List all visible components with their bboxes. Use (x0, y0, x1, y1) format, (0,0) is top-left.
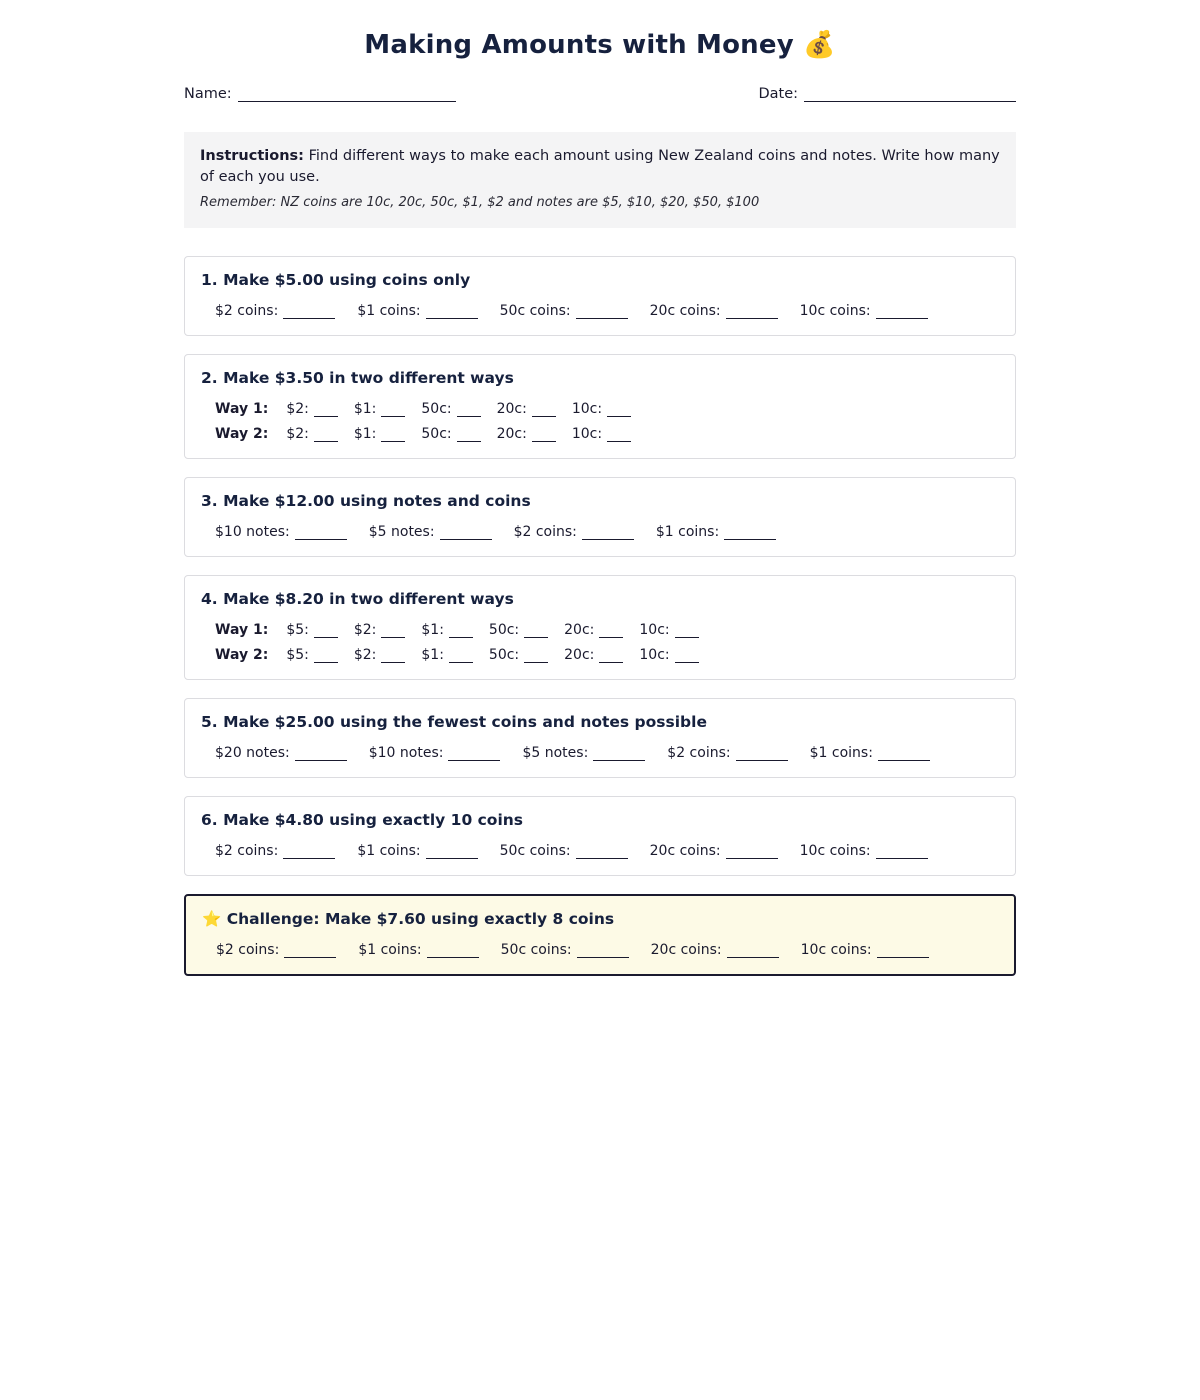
answer-blank[interactable] (295, 526, 347, 540)
field-label: $10 notes: (368, 744, 444, 761)
answer-blank[interactable] (576, 305, 628, 319)
field-label: $1: (353, 425, 377, 442)
field-group (357, 843, 477, 859)
field-group (650, 303, 778, 319)
answer-blank[interactable] (532, 403, 556, 417)
way-label: Way 2: (215, 425, 269, 442)
problem-5-title: 5. Make $25.00 using the fewest coins and notes possible (201, 712, 707, 731)
field-group (286, 401, 338, 417)
field-group (500, 303, 628, 319)
answer-blank[interactable] (577, 944, 629, 958)
way-label: Way 1: (215, 400, 269, 417)
problem-2-way-1 (201, 401, 999, 417)
field-group (564, 622, 623, 638)
answer-blank[interactable] (675, 649, 699, 663)
answer-blank[interactable] (876, 305, 928, 319)
date-field-group (758, 86, 1016, 102)
answer-blank[interactable] (876, 845, 928, 859)
field-label: 20c: (496, 425, 527, 442)
field-group (656, 524, 776, 540)
field-label: $2 coins: (215, 302, 279, 319)
field-label: 50c coins: (499, 842, 571, 859)
field-group (572, 401, 631, 417)
field-label: $1 coins: (809, 744, 873, 761)
field-group (354, 622, 406, 638)
field-group (800, 303, 928, 319)
field-label: 10c coins: (799, 302, 871, 319)
field-label: 20c coins: (650, 941, 722, 958)
answer-blank[interactable] (878, 747, 930, 761)
problem-4-title: 4. Make $8.20 in two different ways (201, 589, 514, 608)
field-label: 20c: (564, 621, 595, 638)
problem-2-title: 2. Make $3.50 in two different ways (201, 368, 514, 387)
problem-1-fields (201, 303, 999, 319)
field-group (215, 843, 335, 859)
field-group (639, 647, 698, 663)
name-label: Name: (184, 86, 232, 102)
answer-blank[interactable] (314, 624, 338, 638)
answer-blank[interactable] (449, 624, 473, 638)
answer-blank[interactable] (593, 747, 645, 761)
answer-blank[interactable] (314, 403, 338, 417)
answer-blank[interactable] (457, 403, 481, 417)
field-group (357, 303, 477, 319)
field-group (651, 942, 779, 958)
field-label: $2: (286, 400, 309, 417)
field-group (489, 647, 548, 663)
answer-blank[interactable] (283, 305, 335, 319)
name-input-line[interactable] (238, 87, 456, 102)
answer-blank[interactable] (524, 649, 548, 663)
answer-blank[interactable] (607, 428, 631, 442)
problem-challenge (184, 894, 1016, 976)
way-label: Way 2: (215, 646, 269, 663)
field-group (286, 622, 338, 638)
problem-5 (184, 698, 1016, 778)
field-group (650, 843, 778, 859)
field-label: 20c coins: (649, 842, 721, 859)
field-group (215, 745, 347, 761)
field-label: $2: (286, 425, 309, 442)
answer-blank[interactable] (736, 747, 788, 761)
field-group (354, 426, 406, 442)
answer-blank[interactable] (582, 526, 634, 540)
answer-blank[interactable] (381, 649, 405, 663)
field-label: $2 coins: (667, 744, 731, 761)
field-group (489, 622, 548, 638)
date-label: Date: (758, 86, 798, 102)
problem-4-way-1 (201, 622, 999, 638)
field-label: $1 coins: (358, 941, 422, 958)
field-group (501, 942, 629, 958)
answer-blank[interactable] (675, 624, 699, 638)
answer-blank[interactable] (449, 649, 473, 663)
instructions-heading: Instructions: (200, 148, 304, 164)
remember-note: Remember: NZ coins are 10c, 20c, 50c, $1, $2 and notes are $5, $10, $20, $50, $100 (200, 195, 760, 211)
answer-blank[interactable] (607, 403, 631, 417)
field-label: $1: (421, 621, 444, 638)
problem-3-title: 3. Make $12.00 using notes and coins (201, 491, 531, 510)
problem-6-title: 6. Make $4.80 using exactly 10 coins (201, 810, 524, 829)
field-label: $2: (353, 646, 377, 663)
answer-blank[interactable] (599, 649, 623, 663)
field-label: $1 coins: (357, 302, 421, 319)
field-group (800, 843, 928, 859)
answer-blank[interactable] (576, 845, 628, 859)
field-group (497, 426, 556, 442)
field-label: $2 coins: (215, 842, 279, 859)
field-group (358, 942, 478, 958)
answer-blank[interactable] (457, 428, 481, 442)
field-label: $10 notes: (215, 523, 290, 540)
field-label: 50c: (421, 425, 452, 442)
field-label: 10c coins: (800, 941, 872, 958)
problem-6-fields (201, 843, 999, 859)
instructions-body: Find different ways to make each amount using New Zealand coins and notes. Write how many of each you use. (200, 148, 1000, 186)
field-label: 10c: (571, 425, 603, 442)
answer-blank[interactable] (381, 624, 405, 638)
field-label: $1 coins: (357, 842, 421, 859)
field-group (810, 745, 930, 761)
answer-blank[interactable] (283, 845, 335, 859)
name-date-row (184, 86, 1016, 102)
answer-blank[interactable] (448, 747, 500, 761)
answer-blank[interactable] (427, 944, 479, 958)
answer-blank[interactable] (532, 428, 556, 442)
field-label: 10c: (639, 621, 670, 638)
answer-blank[interactable] (381, 403, 405, 417)
field-label: 50c: (421, 400, 452, 417)
instructions-box (184, 132, 1016, 228)
field-group (369, 745, 501, 761)
answer-blank[interactable] (727, 944, 779, 958)
field-group (369, 524, 492, 540)
answer-blank[interactable] (314, 428, 338, 442)
field-label: 50c: (488, 646, 520, 663)
answer-blank[interactable] (295, 747, 347, 761)
field-group (286, 426, 338, 442)
field-label: $20 notes: (215, 744, 290, 761)
field-label: 20c coins: (649, 302, 721, 319)
field-label: $2: (353, 621, 377, 638)
field-group (497, 401, 556, 417)
field-group (421, 426, 480, 442)
problem-5-fields (201, 745, 999, 761)
answer-blank[interactable] (724, 526, 776, 540)
field-group (421, 401, 480, 417)
field-group (215, 524, 347, 540)
field-label: $1: (353, 400, 377, 417)
answer-blank[interactable] (877, 944, 929, 958)
field-label: 10c coins: (799, 842, 871, 859)
field-group (667, 745, 787, 761)
field-label: $2 coins: (513, 523, 577, 540)
field-group (522, 745, 645, 761)
problem-1-title: 1. Make $5.00 using coins only (201, 270, 471, 289)
field-group (421, 622, 473, 638)
answer-blank[interactable] (426, 305, 478, 319)
problem-2 (184, 354, 1016, 459)
field-group (216, 942, 336, 958)
field-label: 50c coins: (499, 302, 571, 319)
field-group (354, 401, 406, 417)
field-label: 50c coins: (500, 941, 572, 958)
field-group (421, 647, 473, 663)
field-label: $5 notes: (368, 523, 435, 540)
answer-blank[interactable] (726, 305, 778, 319)
field-label: 20c: (564, 646, 595, 663)
answer-blank[interactable] (726, 845, 778, 859)
field-group (514, 524, 634, 540)
field-label: 20c: (496, 400, 527, 417)
field-label: $1: (421, 646, 444, 663)
field-label: 50c: (488, 621, 520, 638)
problem-4-way-2 (201, 647, 999, 663)
problem-2-way-2 (201, 426, 999, 442)
challenge-title: ⭐ Challenge: Make $7.60 using exactly 8 coins (202, 909, 615, 928)
field-group (564, 647, 623, 663)
problem-3-fields (201, 524, 999, 540)
instructions-text (200, 146, 1000, 188)
challenge-fields (202, 942, 998, 958)
answer-blank[interactable] (314, 649, 338, 663)
field-label: 10c: (639, 646, 670, 663)
field-label: $5 notes: (522, 744, 589, 761)
name-field-group (184, 86, 456, 102)
answer-blank[interactable] (381, 428, 405, 442)
field-group (572, 426, 631, 442)
field-group (354, 647, 406, 663)
answer-blank[interactable] (284, 944, 336, 958)
answer-blank[interactable] (524, 624, 548, 638)
field-label: $2 coins: (216, 941, 280, 958)
page-title: Making Amounts with Money 💰 (364, 30, 836, 60)
field-group (215, 303, 335, 319)
answer-blank[interactable] (440, 526, 492, 540)
field-group (500, 843, 628, 859)
field-label: $5: (286, 646, 309, 663)
date-input-line[interactable] (804, 87, 1016, 102)
problem-6 (184, 796, 1016, 876)
answer-blank[interactable] (426, 845, 478, 859)
field-group (286, 647, 338, 663)
problem-4 (184, 575, 1016, 680)
field-label: $5: (286, 621, 309, 638)
problem-3 (184, 477, 1016, 557)
answer-blank[interactable] (599, 624, 623, 638)
field-group (801, 942, 929, 958)
field-group (639, 622, 698, 638)
way-label: Way 1: (215, 621, 269, 638)
problem-1 (184, 256, 1016, 336)
field-label: $1 coins: (655, 523, 720, 540)
field-label: 10c: (571, 400, 603, 417)
